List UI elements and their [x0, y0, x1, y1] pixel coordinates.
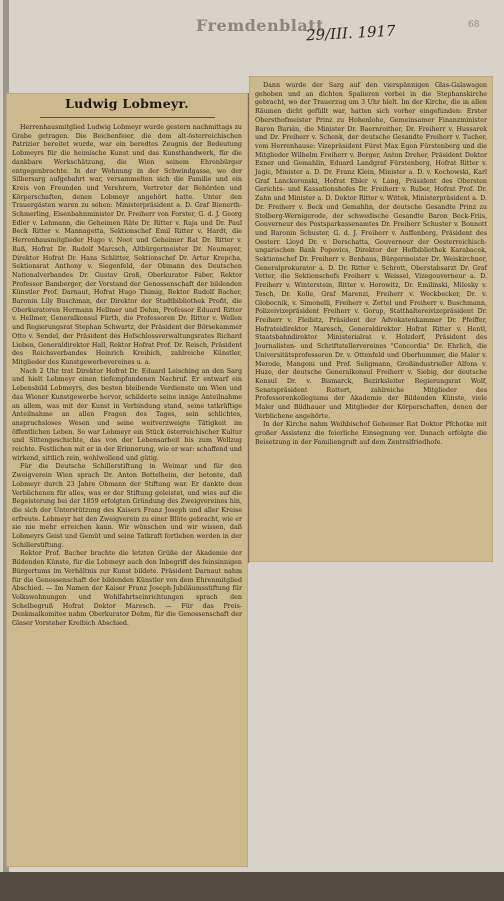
newspaper-masthead: Fremdenblatt [196, 16, 325, 35]
archive-number: 68 [468, 20, 480, 30]
article-headline: Ludwig Lobmeyr. [65, 96, 189, 111]
scanner-background [0, 872, 504, 901]
paragraph: Nach 2 Uhr trat Direktor Hofrat Dr. Eduard Leisching an den Sarg und hielt Lobmeyr einen tiefempfundenen Nachruf. Er entwarf ein Lebensbild Lobmeyrs, des besten bleibende Verdienste um Wien und das Wiener Kunstgewerbe hervor, schilderte seine innige Anteilnahme an allem, was mit der Kunst in Verbindung stand, seine tatkräftige Anteilnahme an allen Fragen des Tages, sein schlichtes, anspruchsloses Wesen und seine weitverzweigte Tätigkeit im öffentlichen Leben. So war Lobmeyr ein Stück österreichischer Kultur und Sittengeschichte, das von der Lebensarbeit bis zum Wellzug reichte. Festlichen mit er in der Erinnerung, wie er war: schaffend und wirkend, sittlich rein, wohlwollend und gütig. [12, 367, 242, 462]
paragraph: Dann wurde der Sarg auf den vierspännigen Glas-Galawagen gehoben und an dichten Spalieren vorbei in die Stephanskirche gebracht, wo der Trauerzug um 3 Uhr hielt. Im der Kirche, die in allen Räumen dicht gefüllt war, hatten sich vorher eingefunden: Erster Obersthofmeister Prinz zu Hohenlohe, Gemeinsamer Finanzminister Baron Burián, die Minister Dr. Baernreither, Dr. Freiherr v. Hussarek und Dr. Freiherr v. Schenk, der deutsche Gesandte Freiherr v. Tucher, vom Herrenhause: Vizepräsident Fürst Max Egon Fürstenberg und die Mitglieder Wilhelm Freiherr v. Berger, Anton Dreher, Präsident Doktor Exner und Gemahlin, Eduard Landgraf Fürstenberg, Hofrat Ritter v. Jagic, Minister a. D. Dr. Franz Klein, Minister a. D. v. Kochowski, Karl Graf Lanckoronski, Hofrat Ebler v. Lang, Präsident des Obersten Gerichts- und Kassationshofes Dr. Freiherr v. Ruber, Hofrat Prof. Dr. Zahn und Minister a. D. Doktor Ritter v. Wittek, Ministerpräsident a. D. Dr. Freiherr v. Beck und Gemahlin, der deutsche Gesandte Prinz zu Stolberg-Wernigerode, der schwedische Gesandte Baron Beck-Friis, Gouverneur des Postsparkassenamtes Dr. Freiherr Schuster v. Bonnott und Baronin Schuster, G. d. J. Freiherr v. Auffenberg, Präsident des Oesterr. Lloyd Dr. v. Derschatta, Gouverneur der Oesterreichisch-ungarischen Bank Popovics, Direktor der Hofbibliothek Karabacek, Sektionschef Dr. Freiherr v. Benhaus, Bürgermeister Dr. Weiskirchner, Generalprokurator a. D. Dr. Ritter v. Schrott, Oberstabsarzt Dr. Graf Vetter, die Sektionschefs Freiherr v. Weissel, Vizegouverneur a. D. Freiherr v. Winterstein, Ritter v. Horowitz, Dr. Emilinski, Milosky v. Tesch, Dr. Kolle, Graf Marenzi, Freiherr v. Weckbecker, Dr. v. Globocnik, v. Simonelli, Freiherr v. Zettel und Freiherr v. Buschmann, Polizeivizepräsident Freiherr v. Gorup, Statthaltereivizepräsident Dr. Freiherr v. Fleibitz, Präsident der Advokatenkammer Dr. Pfeiffer, Hofrateidirektor Maresch, Generaldirektor Hofrat Ritter v. Hentl, Staatsbahndirektor Ministerialrat v. Holzdorf, Präsident des Journalisten- und Schriftstellervereines "Concordia" Dr. Ehrlich, die Universitätsprofessoren Dr. v. Ottenfeld und Oberhummer, die Maler v. Merode, Mangoni und Prof. Seligmann, Großindustrieller Alfons v. Huze, der deutsche Generalkonsul Freiherr v. Siebig, der deutsche Konsul Dr. v. Bismarck, Bezirksleiter Regierungsrat Wolf, Senatspräsident Rattert, zahlreiche Mitglieder des Professorenkollegiums der Akademie der Bildenden Künste, viele Maler und Bildhauer und Mitglieder der Körperschaften, denen der Verblichene angehörte. [255, 82, 487, 420]
paragraph: Rektor Prof. Bacher brachte die letzten Grüße der Akademie der Bildenden Künste, für die Lobmeyr auch den Inbegriff des feinsinnigen Bürgertums im Verhältnis zur Kunst bildete. Präsident Darnaut nahm für die Genossenschaft der bildenden Künstler von dem Ehrenmitglied Abschied. — Im Namen der Kaiser Franz Joseph-Jubiläumsstiftung für Volkswohnungen und Wohlfahrtseinrichtungen sprach den Schelbegruß Hofrat Doktor Maresch. — Für das Preis-Denkmalkomitee nahm Oberkurator Dehm, für die Genossenschaft der Glaser Vorsteher Kreibich Abschied. [12, 550, 242, 628]
column-divider [248, 93, 249, 563]
headline-rule [40, 117, 215, 118]
article-right-column [255, 82, 487, 448]
article-left-column [12, 124, 242, 629]
paragraph: Für die Deutsche Schillerstiftung in Weimar und für den Zweigverein Wien sprach Dr. Anton Bettelheim, der betonte, daß Lobmeyr durch 23 Jahre Obmann der Stiftung war. Er dankte dem Verblichenen für alles, was er der Stiftung geleistet, und wies auf die Begeisterung bei der 1859 erfolgten Gründung des Zweigvereines hin, die sich der Unterstützung des Kaisers Franz Joseph und aller Kreise erfreute. Lobmeyr hat den Zweigverein zu einer Blüte gebracht, wie er sie nie mehr erreichen kann. Wir wünschen und wir wissen, daß Lobmeyrs Geist und Gemüt und seine Tatkraft fortleben werden in der Schillerstiftung. [12, 463, 242, 549]
paragraph: Herrenhausmitglied Ludwig Lobmeyr wurde gestern nachmittags zu Grabe getragen. Die Beichenfeier, die dem alt-österreichischen Patrizier bereitet wurde, war ein beredtes Zeugnis der Bedeutung Lobmeyrs für die heimische Kunst und das Kunsthandwerk, für die dankbare Werkschätzung, die Wien seinem Ehrenbürger entgegenbrachte. In der Wohnung in der Schwindgasse, wo der Silbersarg aufgebahrt war, versammelten sich die Familie und ein Kreis von Freunden und Verehrern, Vertreter der Behörden und Körperschaften, denen Lobmeyr angehört hatte. Unter den Trauergästen waren zu sehen: Ministerpräsident a. D. Graf Bienerth-Schmerling, Eisenbahnminister Dr. Freiherr von Forster, G. d. J. Georg Edler v. Lehmann, die Geheimen Räte Dr. Ritter v. Raja und Dr. Paul Beck Ritter v. Mannagetta, Sektionschef Emil Ritter v. Hardt, die Herrenhausmitglieder Hugo v. Noot und Geheimer Rat Dr. Ritter v. Ruß, Hofrat Dr. Rudolf Marcsch, Altbürgermeister Dr. Neumayer, Direktor Hofrat Dr. Hans Schlitter, Sektionschef Dr. Artur Krepcha, Sektionsrat Anthony v. Siegenfeld, der Obmann des Deutschen Nationalverbandes Dr. Gustav Groß, Oberkurator Faber, Rektor Professor Bamberger, der Vorstand der Genossenschaft der bildenden Künstler Prof. Darnaut, Hofrat Hugo Thimig, Rektor Rudolf Bacher, Baronin Lily Buschman, der Direktor der Stadtbibliothek Profit, die Oberkuratoren Hermann Hellmer und Dehm, Professor Eduard Ritter v. Hellmer, Generalkonsul Fürth, die Professoren Dr. Ritter v. Wellen und Regierungsrat Stephan Schwartz, der Präsident der Börsekammer Otto v. Sendel, der Präsident des Hofschlossverwaltungsrates Richard Lieben, Generaldirektor Hall, Rektor Hofrat Prof. Dr. Reisch, Präsident des Reichsverbandes Heinrich Kreibich, zahlreiche Künstler, Mitglieder des Kunstgewerbevereines u. a. [12, 124, 242, 366]
paragraph: In der Kirche nahm Weihbischof Geheimer Rat Doktor Pfchotke mit großer Assistenz die feierliche Einsegnung vor. Danach erfolgte die Beisetzung in der Familiengruft auf dem Zentralfriedhofe. [255, 421, 487, 446]
handwritten-date: 29/III. 1917 [305, 21, 397, 45]
